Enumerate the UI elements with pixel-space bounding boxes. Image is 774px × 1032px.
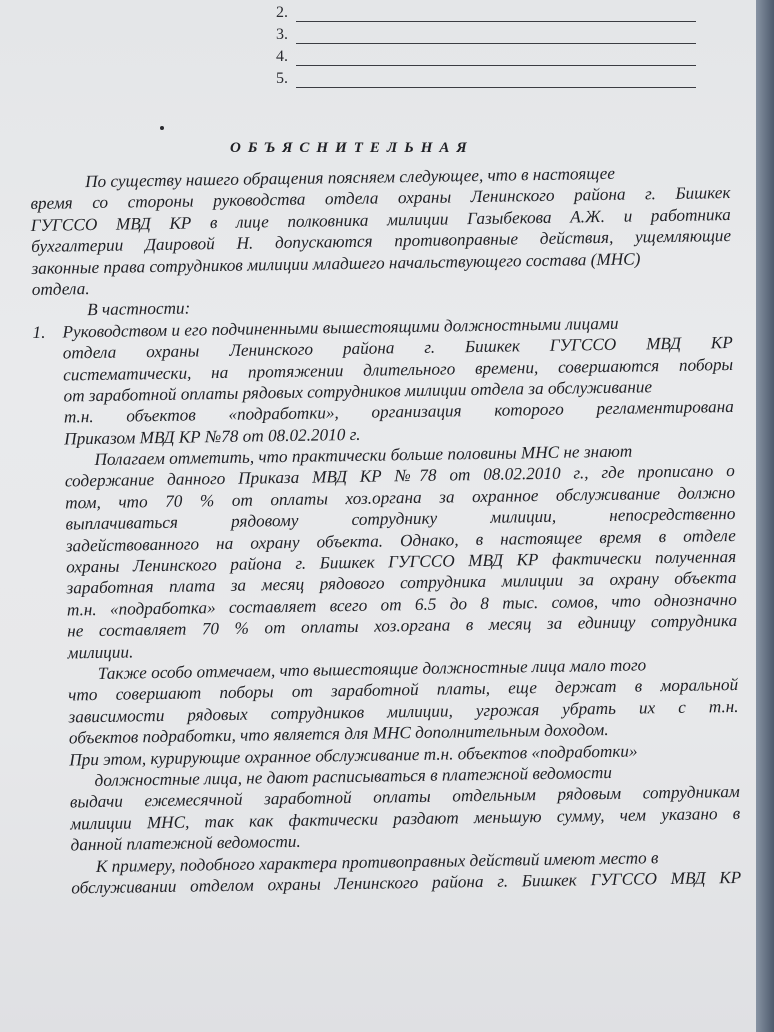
body-line: По существу нашего обращения поясняем следующее, что в настоящее: [85, 163, 616, 192]
body-line: В частности:: [87, 298, 191, 320]
body-line: выплачиваться рядовому сотруднику милиции, непосредственно: [65, 504, 736, 534]
signature-number: 5.: [276, 70, 288, 87]
signature-line: [296, 73, 696, 88]
body-line: задействованного на охрану объекта. Однако, в настоящее время в отделе: [65, 525, 736, 556]
body-line: законные права сотрудников милиции младшего начальствующего состава (МНС): [31, 248, 641, 278]
body-line: систематически, на протяжении длительного времени, совершаются поборы: [63, 354, 734, 385]
body-line: содержание данного Приказа МВД КР №78 от 08.02.2010 г., где прописано о: [64, 461, 735, 491]
body-line: ГУГССО МВД КР в лице полковника милиции Газыбекова А.Ж. и работника: [30, 204, 731, 235]
body-line: Руководством и его подчиненными вышестоящими должностными лицами: [62, 313, 619, 342]
signature-row: [276, 44, 696, 66]
body-line: зависимости рядовых сотрудников милиции, угрожая убрать их с т.н.: [68, 696, 739, 727]
signature-row: [276, 0, 696, 22]
document-title: ОБЪЯСНИТЕЛЬНАЯ: [230, 140, 474, 156]
body-line: обслуживании отделом охраны Ленинского района г. Бишкек ГУГССО МВД КР: [71, 867, 742, 898]
signature-line: [296, 7, 696, 22]
signature-row: [276, 22, 696, 44]
signature-line: [296, 51, 696, 66]
body-line: Полагаем отметить, что практически больше половины МНС не знают: [94, 441, 633, 470]
body-line: объектов подработки, что является для МНС дополнительным доходом.: [68, 720, 609, 748]
body-line: заработная плата за месяц рядового сотрудника милиции за охрану объекта: [66, 568, 737, 598]
signature-row: [276, 66, 696, 88]
body-line: от заработной оплаты рядовых сотрудников милиции отдела за обслуживание: [63, 377, 653, 406]
document-body: [30, 161, 741, 899]
body-line: данной платежной ведомости.: [70, 831, 301, 855]
body-line: охраны Ленинского района г. Бишкек ГУГССО МВД КР фактически полученная: [66, 546, 737, 577]
signature-line: [296, 29, 696, 44]
signature-number: 2.: [276, 4, 288, 21]
body-line: том, что 70 % от оплаты хоз.органа за охранное обслуживание должно: [65, 482, 736, 513]
body-line: не составляет 70 % от оплаты хоз.органа в месяц за единицу сотрудника: [67, 611, 738, 641]
body-line: отдела охраны Ленинского района г. Бишкек ГУГССО МВД КР: [62, 333, 733, 363]
signature-lines: [276, 0, 696, 88]
body-line: К примеру, подобного характера противоправных действий имеют место в: [95, 847, 659, 876]
list-marker: 1.: [32, 322, 46, 342]
body-line: милиции.: [67, 642, 134, 663]
body-line: т.н. «подработка» составляет всего от 6.5 до 8 тыс. сомов, что однозначно: [66, 589, 737, 620]
body-line: Приказом МВД КР №78 от 08.02.2010 г.: [64, 424, 361, 449]
body-line: выдачи ежемесячной заработной оплаты отдельным рядовым сотрудникам: [69, 782, 740, 812]
body-line: должностные лица, не дают расписываться в платежной ведомости: [94, 762, 613, 790]
body-line: т.н. объектов «подработки», организация которого регламентирована: [63, 397, 734, 427]
body-line: отдела.: [31, 279, 90, 299]
body-line: милиции МНС, так как фактически раздают меньшую сумму, чем указано в: [70, 803, 741, 834]
background-edge: [756, 0, 774, 1032]
body-line: При этом, курирующие охранное обслуживание т.н. объектов «подработки»: [69, 741, 638, 770]
body-line: Также особо отмечаем, что вышестоящие должностные лица мало того: [97, 655, 647, 683]
signature-number: 4.: [276, 48, 288, 65]
body-line: время со стороны руководства отдела охраны Ленинского района г. Бишкек: [30, 183, 731, 214]
signature-number: 3.: [276, 26, 288, 43]
body-line: что совершают поборы от заработной платы, еще держат в моральной: [68, 675, 739, 705]
body-line: бухгалтерии Даировой Н. допускаются противоправные действия, ущемляющие: [31, 226, 732, 257]
ink-dot: [160, 126, 164, 130]
